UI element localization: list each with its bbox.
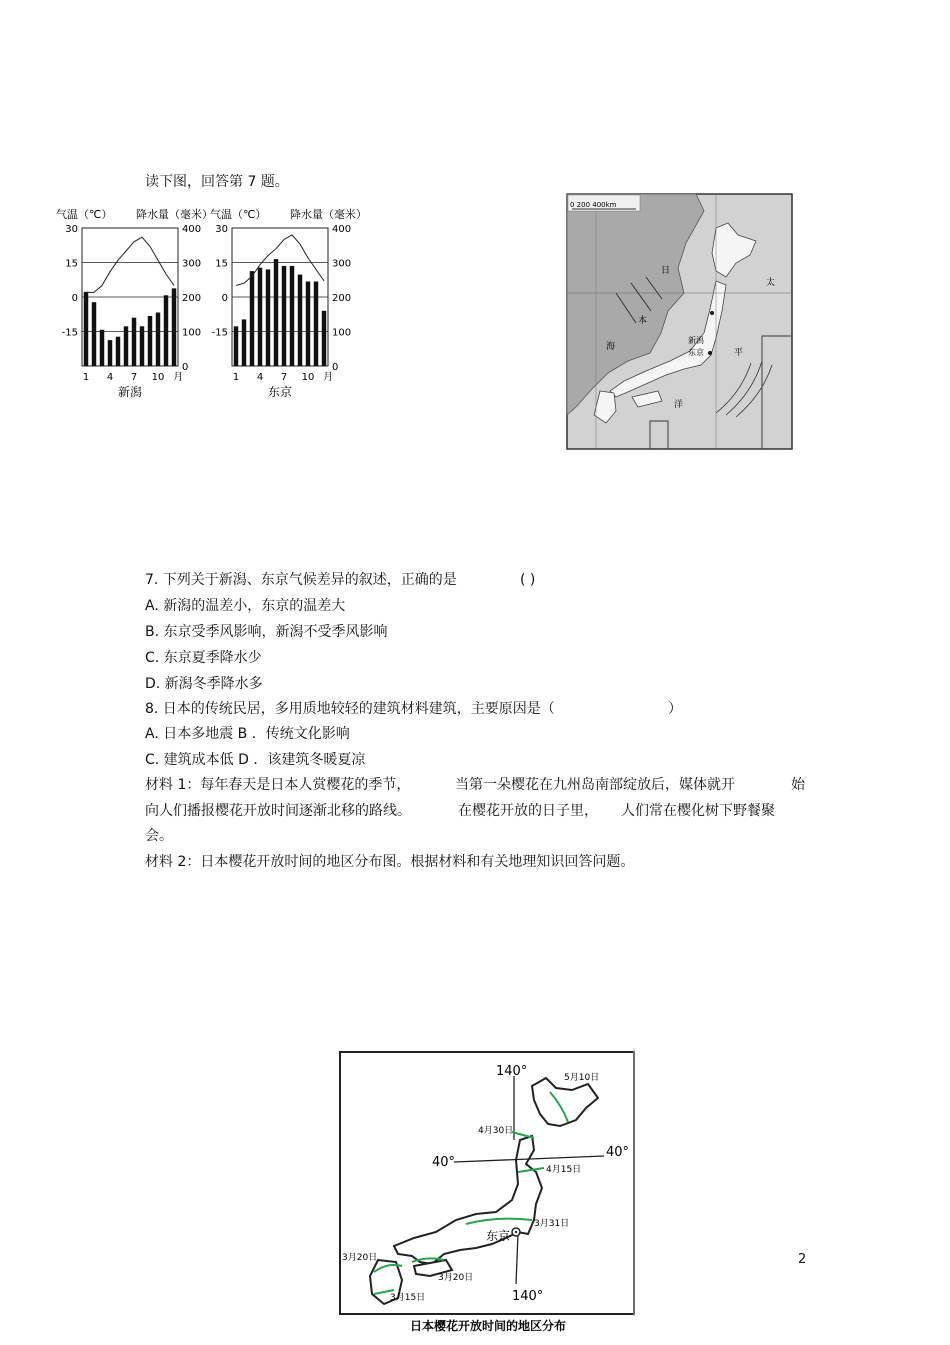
map2-date-mar20a: 3月20日 (342, 1253, 378, 1263)
material1-line1a: 材料 1：每年春天是日本人赏樱花的季节， (145, 777, 411, 793)
map2-date-may10: 5月10日 (564, 1073, 600, 1083)
precip-bar (258, 268, 262, 366)
precip-tick-label: 100 (182, 327, 202, 339)
material1-line3: 会。 (145, 828, 173, 844)
precip-axis-label-left: 降水量（毫米） (136, 208, 213, 221)
precip-bar (298, 275, 302, 366)
q7-option-b: B. 东京受季风影响，新潟不受季风影响 (145, 624, 388, 640)
city-name: 新潟 (117, 385, 143, 399)
temp-curve (236, 235, 324, 286)
tokyo-chart (212, 224, 351, 399)
precip-bar (116, 337, 120, 366)
month-tick-label: 1 (232, 372, 240, 383)
precip-tick-label: 300 (332, 258, 352, 270)
temp-curve (86, 237, 174, 292)
temp-tick-label: 15 (215, 258, 228, 270)
q8-options-cd: C. 建筑成本低 D ．该建筑冬暖夏凉 (145, 752, 366, 768)
sakura-bloom-map (336, 1048, 641, 1338)
map2-lon-bottom: 140° (512, 1289, 544, 1304)
material1-line1c: 始 (791, 777, 805, 793)
page-number: 2 (798, 1252, 807, 1267)
map2-caption: 日本樱花开放时间的地区分布 (409, 1319, 567, 1333)
precip-bar (132, 318, 136, 366)
map1-label-niigata: 新潟 (688, 336, 704, 345)
material2-text: 材料 2：日本樱花开放时间的地区分布图。根据材料和有关地理知识回答问题。 (145, 854, 635, 870)
precip-tick-label: 0 (332, 362, 339, 373)
map1-scale: 0 200 400km (570, 201, 617, 209)
tokyo-dot (708, 351, 712, 355)
q7-bracket: ( ) (520, 572, 536, 588)
month-tick-label: 4 (106, 372, 114, 383)
precip-bar (314, 281, 318, 366)
q7-option-a: A. 新潟的温差小，东京的温差大 (145, 598, 346, 614)
precip-bar (242, 319, 246, 366)
precip-bar (108, 340, 112, 366)
temp-axis-label-left: 气温（℃） (56, 208, 113, 221)
precip-bar (250, 271, 254, 366)
material1-line2c: 人们常在樱化树下野餐聚 (621, 803, 775, 819)
precip-bar (100, 330, 104, 366)
map1-label-hai: 海 (606, 342, 616, 352)
city-name: 东京 (267, 385, 293, 399)
precip-bar (164, 295, 168, 366)
map2-date-mar31: 3月31日 (534, 1219, 570, 1229)
map2-date-mar15: 3月15日 (390, 1293, 426, 1303)
map2-lon-top: 140° (496, 1064, 528, 1079)
temp-tick-label: 30 (215, 224, 228, 235)
month-unit: 月 (173, 372, 184, 383)
temp-tick-label: 30 (65, 224, 78, 235)
niigata-dot (710, 311, 714, 315)
precip-tick-label: 0 (182, 362, 189, 373)
precip-tick-label: 300 (182, 258, 202, 270)
month-tick-label: 10 (151, 372, 165, 383)
q7-option-c: C. 东京夏季降水少 (145, 650, 262, 666)
temp-tick-label: 0 (221, 293, 228, 304)
precip-bar (124, 326, 128, 366)
month-tick-label: 7 (280, 372, 288, 383)
precip-bar (306, 281, 310, 366)
intro-text: 读下图，回答第 7 题。 (145, 174, 289, 190)
map1-label-ben: 本 (638, 316, 648, 326)
q7-stem: 7. 下列关于新潟、东京气候差异的叙述，正确的是 (145, 572, 457, 588)
month-unit: 月 (323, 372, 334, 383)
q7-option-d: D. 新潟冬季降水多 (145, 676, 263, 692)
precip-bar (274, 259, 278, 366)
precip-tick-label: 400 (182, 224, 202, 235)
material1-line1b: 当第一朵樱花在九州岛南部绽放后，媒体就开 (455, 777, 735, 793)
map1-label-tokyo: 东京 (688, 348, 704, 357)
precip-bar (172, 288, 176, 366)
precip-bar (156, 313, 160, 366)
q8-stem: 8. 日本的传统民居，多用质地较轻的建筑材料建筑，主要原因是（ (145, 701, 555, 717)
map2-date-apr15: 4月15日 (546, 1165, 582, 1175)
precip-bar (84, 292, 88, 366)
map2-lat-right: 40° (606, 1145, 630, 1160)
month-tick-label: 7 (130, 372, 138, 383)
precip-bar (322, 311, 326, 366)
map2-lat-left: 40° (432, 1155, 456, 1170)
precip-bar (266, 269, 270, 366)
month-tick-label: 10 (301, 372, 315, 383)
material1-line2a: 向人们播报樱花开放时间逐渐北移的路线。 (145, 803, 411, 819)
precip-bar (282, 266, 286, 366)
map1-label-ri: 日 (661, 266, 671, 276)
temp-tick-label: 0 (71, 293, 78, 304)
precip-tick-label: 200 (182, 293, 202, 304)
temp-tick-label: 15 (65, 258, 78, 270)
precip-tick-label: 400 (332, 224, 352, 235)
niigata-chart (62, 224, 201, 399)
climate-charts (50, 200, 380, 410)
precip-bar (140, 326, 144, 366)
temp-tick-label: -15 (61, 327, 78, 339)
month-tick-label: 1 (82, 372, 90, 383)
precip-bar (234, 326, 238, 366)
map2-date-mar20b: 3月20日 (438, 1273, 474, 1283)
q8-bracket-end: ） (668, 701, 682, 717)
precip-tick-label: 100 (332, 327, 352, 339)
japan-location-map (566, 193, 793, 450)
precip-tick-label: 200 (332, 293, 352, 304)
map2-tokyo: 东京 (486, 1229, 511, 1243)
map1-label-tai: 太 (766, 278, 776, 288)
precip-bar (290, 266, 294, 366)
q8-options-ab: A. 日本多地震 B ．传统文化影响 (145, 726, 350, 742)
precip-bar (92, 302, 96, 366)
material1-line2b: 在樱花开放的日子里， (458, 803, 598, 819)
month-tick-label: 4 (256, 372, 264, 383)
precip-bar (148, 316, 152, 366)
map1-label-yang: 洋 (674, 400, 684, 410)
precip-axis-label-right: 降水量（毫米） (290, 208, 367, 221)
map1-label-ping: 平 (734, 348, 744, 358)
map2-date-apr30: 4月30日 (478, 1126, 514, 1136)
temp-tick-label: -15 (211, 327, 228, 339)
temp-axis-label-right: 气温（℃） (210, 208, 267, 221)
